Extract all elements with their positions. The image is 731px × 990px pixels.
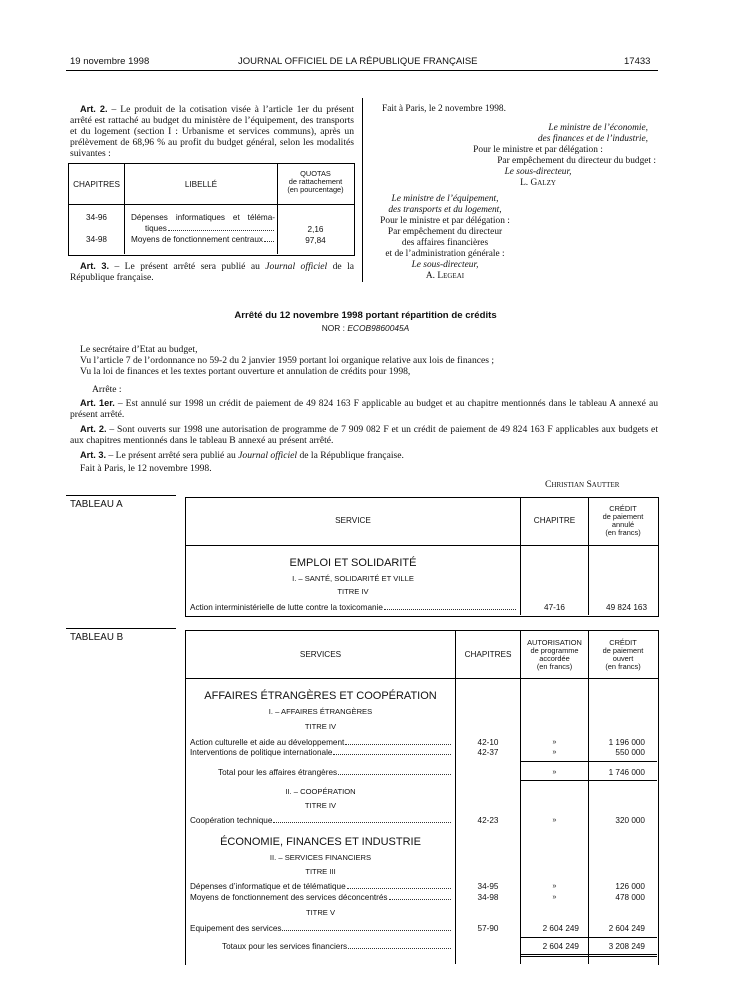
tableau-b-row-1 (190, 738, 452, 747)
tableau-b-divider-3 (588, 631, 589, 964)
tableau-a-h-credit (589, 505, 657, 537)
quota-header-rule (69, 204, 354, 205)
sig-2-line-5: des affaires financières (401, 238, 489, 248)
leader-dots (264, 241, 274, 242)
tableau-b-row-2-label: Interventions de politique internationale (190, 748, 333, 757)
tableau-b-row-3-cp: 320 000 (615, 816, 645, 825)
tableau-b-row-3-ap: » (552, 817, 557, 824)
quota-row-1-lib2 (131, 224, 275, 233)
quota-divider-1 (124, 164, 125, 254)
tableau-b-h-autor-4: (en francs) (536, 662, 573, 671)
page-number: 17433 (624, 56, 651, 67)
quota-row-2-lib-text: Moyens de fonctionnement centraux (131, 235, 263, 244)
tableau-b-row-5-cp: 478 000 (615, 893, 645, 902)
arrete-art3-text-end: de la République française. (297, 450, 404, 461)
tableau-b-row-3-chap: 42-23 (477, 816, 499, 825)
arrete-signature: Christian Sautter (545, 479, 620, 490)
sig-2-line-1: Le ministre de l’équipement, (391, 194, 499, 204)
tableau-b-total-1 (218, 768, 452, 777)
quota-row-2-val: 97,84 (305, 236, 326, 245)
tableau-b-row-2-chap: 42-37 (477, 748, 499, 757)
tableau-b-row-1-chap: 42-10 (477, 738, 499, 747)
tableau-b-s1-sub2: II. – COOPÉRATION (285, 787, 356, 796)
tableau-b-total-rule (521, 780, 657, 781)
sig-1-line-3: Pour le ministre et par délégation : (473, 145, 603, 155)
tableau-b-h-autor-3: accordée (539, 654, 570, 663)
arrete-fait: Fait à Paris, le 12 novembre 1998. (80, 463, 212, 474)
art3-italic: Journal officiel (265, 261, 328, 272)
tableau-b-row-4-cp: 126 000 (615, 882, 645, 891)
arrete-art3-text: – Le présent arrêté sera publié au (106, 450, 239, 461)
column-divider (362, 98, 363, 282)
tableau-b-h-credit-3: ouvert (612, 654, 634, 663)
tableau-a-row (190, 603, 517, 612)
arrete-art2 (70, 424, 658, 446)
tableau-b-row-3 (190, 816, 452, 825)
tableau-a-row-label: Action interministérielle de lutte contre la toxicomanie (190, 603, 383, 612)
tableau-b-row-6-chap: 57-90 (477, 924, 499, 933)
sig-2-line-3: Pour le ministre et par délégation : (380, 216, 510, 226)
tableau-b-row-1-ap: » (552, 739, 557, 746)
sig-2-line-4: Par empêchement du directeur (387, 227, 503, 237)
quota-row-1-lib2-text: tiques (145, 224, 167, 233)
journal-title: JOURNAL OFFICIEL DE LA RÉPUBLIQUE FRANÇAISE (238, 56, 478, 67)
sig-1-name: L. Galzy (520, 178, 556, 188)
nor-label: NOR : (321, 323, 348, 333)
leader-dots (168, 230, 274, 231)
art2-text: – Le produit de la cotisation visée à l’article 1er du présent arrêté est rattaché au budget du ministère de l’équipement, des transports et du logement (section I : Urbanisme et services communs), après un prélèvement de 68,96 % au profit du budget général, selon les modalités suivantes : (70, 104, 354, 159)
quota-row-1-chap: 34-96 (86, 213, 107, 222)
tableau-b-subtotal-rule-2 (521, 937, 657, 938)
tableau-b-row-3-label: Coopération technique (190, 816, 273, 825)
tableau-a-titre: TITRE IV (337, 587, 369, 596)
arrete-p3: Vu la loi de finances et les textes portant ouverture et annulation de crédits pour 1998, (80, 366, 411, 377)
leader-dots (282, 930, 451, 931)
arrete-art2-text: – Sont ouverts sur 1998 une autorisation de programme de 7 909 082 F et un crédit de paiement de 49 824 163 F applicables aux budgets et aux chapitres mentionnés dans le tableau B annexé au présent arrêté. (70, 424, 658, 446)
tableau-b-row-5-label: Moyens de fonctionnement des services déconcentrés (190, 893, 388, 902)
tableau-b-subtotal-rule (521, 761, 657, 762)
arrete-art2-label: Art. 2. (80, 424, 107, 434)
tableau-b-label: TABLEAU B (70, 632, 124, 643)
tableau-b-divider-2 (520, 631, 521, 964)
tableau-b-total-1-cp: 1 746 000 (608, 768, 645, 777)
tableau-b-row-5 (190, 893, 452, 902)
tableau-b-row-6-label: Equipement des services (190, 924, 282, 933)
tableau-b-total-rule-2b (521, 956, 657, 957)
art2-paragraph (70, 104, 354, 159)
tableau-b-row-5-ap: » (552, 894, 557, 901)
arrete-art1-label: Art. 1er. (80, 398, 115, 408)
tableau-b-total-rule-2a (521, 954, 657, 955)
tableau-b-h-autor-2: de programme (530, 646, 579, 655)
quota-row-2-chap: 34-98 (86, 235, 107, 244)
tableau-b-h-credit-4: (en francs) (605, 662, 641, 671)
tableau-b-row-6-ap: 2 604 249 (542, 924, 579, 933)
tableau-a-section: EMPLOI ET SOLIDARITÉ (289, 557, 417, 569)
tableau-b-s2-titre5: TITRE V (305, 908, 336, 917)
leader-dots (333, 754, 451, 755)
leader-dots (273, 822, 451, 823)
quota-h-quotas-1: QUOTAS (300, 169, 331, 178)
nor-line (0, 323, 731, 333)
tableau-b-row-4-chap: 34-95 (477, 882, 499, 891)
header-date: 19 novembre 1998 (70, 56, 150, 67)
quota-h-quotas-2: de rattachement (288, 177, 343, 186)
tableau-a-row-chap: 47-16 (544, 603, 565, 612)
tableau-b-total-2-cp: 3 208 249 (608, 942, 645, 951)
tableau-b-row-6-cp: 2 604 249 (608, 924, 645, 933)
tableau-b-s2-sub: II. – SERVICES FINANCIERS (269, 853, 372, 862)
sig-2-line-7: Le sous-directeur, (411, 260, 479, 270)
tableau-b-h-credit (589, 639, 657, 671)
art2-label: Art. 2. (80, 104, 108, 114)
art3-text-end: de la République française. (70, 261, 355, 283)
tableau-a-h-credit-2: de paiement (602, 512, 644, 521)
fait-date-1: Fait à Paris, le 2 novembre 1998. (382, 104, 506, 114)
tableau-a-h-credit-3: annulé (611, 520, 635, 529)
quota-row-1-lib1: Dépenses informatiques et téléma- (131, 213, 275, 222)
arrete-title: Arrêté du 12 novembre 1998 portant répartition de crédits (234, 310, 497, 321)
tableau-b-h-autor-1: AUTORISATION (527, 638, 582, 647)
leader-dots (389, 899, 451, 900)
leader-dots (384, 609, 516, 610)
tableau-b-total-1-label: Total pour les affaires étrangères (218, 768, 338, 777)
quota-row-2-lib (131, 235, 275, 244)
leader-dots (347, 888, 451, 889)
tableau-a-h-credit-1: CRÉDIT (609, 504, 637, 513)
tableau-a-h-chapitre: CHAPITRE (533, 516, 576, 525)
quota-h-quotas (278, 170, 353, 194)
tableau-b-h-credit-1: CRÉDIT (609, 638, 637, 647)
tableau-b-h-credit-2: de paiement (602, 646, 644, 655)
tableau-b-total-2-label: Totaux pour les services financiers (222, 942, 348, 951)
tableau-b-divider-1 (455, 631, 456, 964)
arrete-art1-text: – Est annulé sur 1998 un crédit de paiement de 49 824 163 F applicable au budget et au chapitre mentionnés dans le tableau A annexé au présent arrêté. (70, 398, 658, 420)
tableau-b-h-autor (521, 639, 588, 671)
tableau-a-sub: I. – SANTÉ, SOLIDARITÉ ET VILLE (292, 574, 414, 583)
tableau-a-h-service: SERVICE (335, 516, 371, 525)
nor-code: ECOB9860045A (347, 323, 410, 333)
tableau-b-rule (66, 628, 176, 629)
arrete-art3 (70, 450, 658, 461)
tableau-b-row-4-ap: » (552, 883, 557, 890)
arrete-p4: Arrête : (92, 384, 122, 395)
tableau-a-rule (66, 495, 176, 496)
tableau-b-s1-sub1: I. – AFFAIRES ÉTRANGÈRES (268, 707, 373, 716)
tableau-a-label: TABLEAU A (70, 499, 123, 510)
sig-1-line-5: Le sous-directeur, (504, 167, 572, 177)
arrete-art1 (70, 398, 658, 420)
quota-h-chapitres: CHAPITRES (73, 180, 120, 189)
arrete-art3-italic: Journal officiel (238, 450, 298, 461)
tableau-b-row-4 (190, 882, 452, 891)
tableau-b-s1-titre: TITRE IV (304, 722, 337, 731)
leader-dots (348, 948, 451, 949)
leader-dots (338, 774, 451, 775)
sig-1-line-2: des finances et de l’industrie, (537, 134, 648, 144)
tableau-b-section-2: ÉCONOMIE, FINANCES ET INDUSTRIE (220, 836, 421, 848)
quota-row-1-val: 2,16 (307, 225, 324, 234)
tableau-b-row-2-cp: 550 000 (615, 748, 645, 757)
art3-paragraph (70, 261, 354, 283)
tableau-b-section-1: AFFAIRES ÉTRANGÈRES ET COOPÉRATION (204, 690, 437, 702)
tableau-b-h-services: SERVICES (299, 650, 342, 659)
arrete-p1: Le secrétaire d’Etat au budget, (80, 344, 198, 355)
tableau-b-h-chapitres: CHAPITRES (464, 650, 512, 659)
tableau-b-row-5-chap: 34-98 (477, 893, 499, 902)
art3-label: Art. 3. (80, 261, 110, 271)
sig-2-line-6: et de l’administration générale : (385, 249, 505, 259)
tableau-a-h-credit-4: (en francs) (605, 528, 641, 537)
sig-1-line-4: Par empêchement du directeur du budget : (497, 156, 656, 166)
quota-h-quotas-3: (en pourcentage) (287, 185, 344, 194)
tableau-b-row-1-label: Action culturelle et aide au développement (190, 738, 345, 747)
leader-dots (345, 744, 451, 745)
art3-text: – Le présent arrêté sera publié au (109, 261, 266, 272)
tableau-b-total-1-ap: » (552, 769, 557, 776)
tableau-a-row-val: 49 824 163 (606, 603, 647, 612)
tableau-b-total-2-ap: 2 604 249 (542, 942, 579, 951)
tableau-b-row-2-ap: » (552, 749, 557, 756)
arrete-p2: Vu l’article 7 de l’ordonnance no 59-2 du 2 janvier 1959 portant loi organique relative aux lois de finances ; (80, 355, 495, 366)
sig-1-line-1: Le ministre de l’économie, (548, 123, 648, 133)
sig-2-line-2: des transports et du logement, (388, 205, 502, 215)
tableau-b-row-1-cp: 1 196 000 (608, 738, 645, 747)
tableau-b-total-2 (222, 942, 452, 951)
tableau-b-s2-titre3: TITRE III (305, 867, 336, 876)
tableau-b-s1-titre2: TITRE IV (304, 801, 337, 810)
tableau-b-row-4-label: Dépenses d’informatique et de télématique (190, 882, 346, 891)
tableau-b-row-2 (190, 748, 452, 757)
arrete-art3-label: Art. 3. (80, 450, 107, 460)
quota-h-libelle: LIBELLÉ (184, 180, 218, 189)
sig-2-name: A. Legeai (425, 271, 465, 281)
tableau-b-row-6 (190, 924, 452, 933)
header-rule (66, 70, 658, 71)
